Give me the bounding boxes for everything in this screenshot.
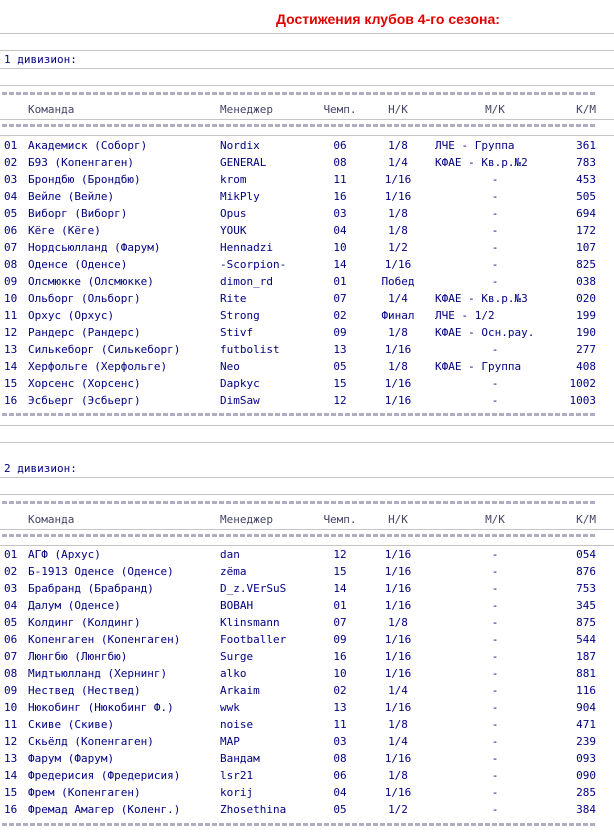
table-row bbox=[0, 171, 614, 188]
team-name: Ольборг (Ольборг) bbox=[28, 292, 141, 305]
row-number: 11 bbox=[4, 309, 18, 322]
row-number: 01 bbox=[4, 548, 18, 561]
table-row bbox=[0, 307, 614, 324]
mk-result: - bbox=[491, 258, 499, 271]
km-value: 172 bbox=[576, 224, 596, 237]
manager-name: Hennadzi bbox=[220, 241, 273, 254]
mk-result: - bbox=[491, 394, 499, 407]
team-name: Далум (Оденсе) bbox=[28, 599, 121, 612]
champ-place: 09 bbox=[333, 326, 347, 339]
champ-place: 01 bbox=[333, 599, 347, 612]
mk-result: КФАЕ - Кв.р.№2 bbox=[435, 156, 528, 169]
table-row bbox=[0, 682, 614, 699]
mk-result: КФАЕ - Осн.рау. bbox=[435, 326, 535, 339]
km-value: 1002 bbox=[569, 377, 596, 390]
dashed-rule bbox=[2, 124, 596, 127]
dashed-rule bbox=[2, 501, 596, 504]
nk-result: 1/16 bbox=[384, 633, 412, 646]
table-row bbox=[0, 801, 614, 818]
manager-name: GENERAL bbox=[220, 156, 267, 169]
header-mk: М/К bbox=[485, 103, 505, 116]
page-title: Достижения клубов 4-го сезона: bbox=[276, 11, 500, 27]
nk-result: 1/16 bbox=[384, 786, 412, 799]
dashed-rule bbox=[2, 823, 596, 826]
km-value: 090 bbox=[576, 769, 596, 782]
km-value: 285 bbox=[576, 786, 596, 799]
mk-result: - bbox=[491, 684, 499, 697]
row-number: 05 bbox=[4, 616, 18, 629]
table-row bbox=[0, 563, 614, 580]
champ-place: 04 bbox=[333, 786, 347, 799]
mk-result: - bbox=[491, 190, 499, 203]
manager-name: -Scorpion- bbox=[220, 258, 287, 271]
mk-result: - bbox=[491, 599, 499, 612]
team-name: Брабранд (Брабранд) bbox=[28, 582, 154, 595]
nk-result: Побед bbox=[381, 275, 415, 288]
champ-place: 14 bbox=[333, 582, 347, 595]
header-km: К/М bbox=[576, 513, 596, 526]
nk-result: 1/8 bbox=[388, 769, 408, 782]
km-value: 453 bbox=[576, 173, 596, 186]
km-value: 825 bbox=[576, 258, 596, 271]
divider bbox=[0, 33, 614, 34]
dashed-rule bbox=[2, 534, 596, 537]
manager-name: dimon_rd bbox=[220, 275, 273, 288]
champ-place: 07 bbox=[333, 616, 347, 629]
table-row bbox=[0, 614, 614, 631]
team-name: Орхус (Орхус) bbox=[28, 309, 115, 322]
table-row bbox=[0, 290, 614, 307]
row-number: 09 bbox=[4, 684, 18, 697]
manager-name: ВОВАН bbox=[220, 599, 254, 612]
row-number: 16 bbox=[4, 394, 18, 407]
team-name: Фарум (Фарум) bbox=[28, 752, 115, 765]
team-name: Мидтьюлланд (Хернинг) bbox=[28, 667, 168, 680]
divider bbox=[0, 477, 614, 478]
mk-result: - bbox=[491, 718, 499, 731]
km-value: 107 bbox=[576, 241, 596, 254]
mk-result: ЛЧЕ - Группа bbox=[435, 139, 515, 152]
mk-result: - bbox=[491, 650, 499, 663]
divider bbox=[0, 494, 614, 495]
km-value: 199 bbox=[576, 309, 596, 322]
nk-result: 1/4 bbox=[388, 684, 408, 697]
mk-result: - bbox=[491, 377, 499, 390]
manager-name: DimSaw bbox=[220, 394, 260, 407]
km-value: 471 bbox=[576, 718, 596, 731]
manager-name: Zhosethina bbox=[220, 803, 287, 816]
champ-place: 13 bbox=[333, 701, 347, 714]
nk-result: 1/16 bbox=[384, 343, 412, 356]
manager-name: Arkaim bbox=[220, 684, 260, 697]
table-row bbox=[0, 750, 614, 767]
divider bbox=[0, 135, 614, 136]
header-champ: Чемп. bbox=[323, 513, 357, 526]
team-name: Фредерисия (Фредерисия) bbox=[28, 769, 181, 782]
manager-name: zёma bbox=[220, 565, 247, 578]
table-row bbox=[0, 188, 614, 205]
mk-result: - bbox=[491, 735, 499, 748]
manager-name: D_z.VErSuS bbox=[220, 582, 287, 595]
manager-name: MAP bbox=[220, 735, 240, 748]
nk-result: 1/4 bbox=[388, 292, 408, 305]
mk-result: - bbox=[491, 701, 499, 714]
manager-name: Dapkyc bbox=[220, 377, 260, 390]
table-row bbox=[0, 154, 614, 171]
table-row bbox=[0, 733, 614, 750]
mk-result: КФАЕ - Кв.р.№3 bbox=[435, 292, 528, 305]
km-value: 020 bbox=[576, 292, 596, 305]
nk-result: 1/2 bbox=[388, 803, 408, 816]
champ-place: 11 bbox=[333, 718, 347, 731]
row-number: 09 bbox=[4, 275, 18, 288]
mk-result: - bbox=[491, 241, 499, 254]
team-name: Скиве (Скиве) bbox=[28, 718, 115, 731]
nk-result: 1/16 bbox=[384, 258, 412, 271]
header-team: Команда bbox=[28, 103, 75, 116]
row-number: 14 bbox=[4, 360, 18, 373]
manager-name: wwk bbox=[220, 701, 240, 714]
champ-place: 04 bbox=[333, 224, 347, 237]
team-name: АГФ (Архус) bbox=[28, 548, 101, 561]
km-value: 408 bbox=[576, 360, 596, 373]
mk-result: - bbox=[491, 786, 499, 799]
team-name: Херфольге (Херфольге) bbox=[28, 360, 168, 373]
table-row bbox=[0, 580, 614, 597]
divider bbox=[0, 50, 614, 51]
divider bbox=[0, 442, 614, 443]
team-name: Брондбю (Брондбю) bbox=[28, 173, 141, 186]
dashed-rule bbox=[2, 92, 596, 95]
table-row bbox=[0, 273, 614, 290]
row-number: 13 bbox=[4, 343, 18, 356]
manager-name: Strong bbox=[220, 309, 260, 322]
nk-result: 1/8 bbox=[388, 139, 408, 152]
nk-result: 1/16 bbox=[384, 701, 412, 714]
team-name: Нюкобинг (Нюкобинг Ф.) bbox=[28, 701, 174, 714]
team-name: Кёге (Кёге) bbox=[28, 224, 101, 237]
table-row bbox=[0, 375, 614, 392]
nk-result: 1/8 bbox=[388, 718, 408, 731]
team-name: Эсбьерг (Эсбьерг) bbox=[28, 394, 141, 407]
row-number: 16 bbox=[4, 803, 18, 816]
header-km: К/М bbox=[576, 103, 596, 116]
team-name: Виборг (Виборг) bbox=[28, 207, 128, 220]
table-row bbox=[0, 631, 614, 648]
champ-place: 05 bbox=[333, 803, 347, 816]
nk-result: 1/8 bbox=[388, 207, 408, 220]
km-value: 694 bbox=[576, 207, 596, 220]
nk-result: Финал bbox=[381, 309, 415, 322]
table-header bbox=[0, 101, 614, 118]
km-value: 277 bbox=[576, 343, 596, 356]
nk-result: 1/16 bbox=[384, 667, 412, 680]
team-name: Фрем (Копенгаген) bbox=[28, 786, 141, 799]
manager-name: Stivf bbox=[220, 326, 254, 339]
champ-place: 16 bbox=[333, 190, 347, 203]
nk-result: 1/16 bbox=[384, 582, 412, 595]
km-value: 038 bbox=[576, 275, 596, 288]
table-row bbox=[0, 239, 614, 256]
manager-name: Rite bbox=[220, 292, 247, 305]
champ-place: 03 bbox=[333, 735, 347, 748]
champ-place: 16 bbox=[333, 650, 347, 663]
table-row bbox=[0, 597, 614, 614]
row-number: 04 bbox=[4, 190, 18, 203]
row-number: 11 bbox=[4, 718, 18, 731]
table-row bbox=[0, 767, 614, 784]
km-value: 384 bbox=[576, 803, 596, 816]
champ-place: 07 bbox=[333, 292, 347, 305]
team-name: Вейле (Вейле) bbox=[28, 190, 115, 203]
champ-place: 05 bbox=[333, 360, 347, 373]
nk-result: 1/16 bbox=[384, 599, 412, 612]
manager-name: MikPly bbox=[220, 190, 260, 203]
nk-result: 1/4 bbox=[388, 156, 408, 169]
mk-result: - bbox=[491, 207, 499, 220]
manager-name: futbolist bbox=[220, 343, 280, 356]
team-name: Люнгбю (Люнгбю) bbox=[28, 650, 128, 663]
table-row bbox=[0, 716, 614, 733]
team-name: Нордсьюлланд (Фарум) bbox=[28, 241, 161, 254]
row-number: 10 bbox=[4, 292, 18, 305]
mk-result: - bbox=[491, 548, 499, 561]
table-row bbox=[0, 648, 614, 665]
champ-place: 13 bbox=[333, 343, 347, 356]
mk-result: - bbox=[491, 565, 499, 578]
header-champ: Чемп. bbox=[323, 103, 357, 116]
champ-place: 08 bbox=[333, 752, 347, 765]
manager-name: korij bbox=[220, 786, 254, 799]
nk-result: 1/16 bbox=[384, 650, 412, 663]
km-value: 505 bbox=[576, 190, 596, 203]
row-number: 08 bbox=[4, 667, 18, 680]
team-name: Оденсе (Оденсе) bbox=[28, 258, 128, 271]
header-team: Команда bbox=[28, 513, 75, 526]
mk-result: - bbox=[491, 173, 499, 186]
km-value: 239 bbox=[576, 735, 596, 748]
header-nk: Н/К bbox=[388, 513, 408, 526]
divider bbox=[0, 529, 614, 530]
km-value: 345 bbox=[576, 599, 596, 612]
row-number: 15 bbox=[4, 377, 18, 390]
table-row bbox=[0, 205, 614, 222]
mk-result: - bbox=[491, 769, 499, 782]
table-row bbox=[0, 546, 614, 563]
division-2-label: 2 дивизион: bbox=[4, 462, 77, 475]
row-number: 12 bbox=[4, 735, 18, 748]
mk-result: - bbox=[491, 803, 499, 816]
manager-name: dan bbox=[220, 548, 240, 561]
team-name: Скьёлд (Копенгаген) bbox=[28, 735, 154, 748]
row-number: 13 bbox=[4, 752, 18, 765]
km-value: 904 bbox=[576, 701, 596, 714]
mk-result: - bbox=[491, 633, 499, 646]
champ-place: 10 bbox=[333, 667, 347, 680]
team-name: Копенгаген (Копенгаген) bbox=[28, 633, 181, 646]
mk-result: ЛЧЕ - 1/2 bbox=[435, 309, 495, 322]
row-number: 07 bbox=[4, 241, 18, 254]
team-name: Рандерс (Рандерс) bbox=[28, 326, 141, 339]
mk-result: - bbox=[491, 224, 499, 237]
km-value: 875 bbox=[576, 616, 596, 629]
mk-result: - bbox=[491, 275, 499, 288]
champ-place: 03 bbox=[333, 207, 347, 220]
manager-name: Nordix bbox=[220, 139, 260, 152]
champ-place: 12 bbox=[333, 394, 347, 407]
manager-name: noise bbox=[220, 718, 254, 731]
nk-result: 1/16 bbox=[384, 565, 412, 578]
row-number: 02 bbox=[4, 156, 18, 169]
divider bbox=[0, 68, 614, 69]
champ-place: 02 bbox=[333, 684, 347, 697]
km-value: 093 bbox=[576, 752, 596, 765]
row-number: 03 bbox=[4, 173, 18, 186]
champ-place: 02 bbox=[333, 309, 347, 322]
km-value: 876 bbox=[576, 565, 596, 578]
mk-result: - bbox=[491, 582, 499, 595]
nk-result: 1/16 bbox=[384, 752, 412, 765]
table-row bbox=[0, 324, 614, 341]
km-value: 187 bbox=[576, 650, 596, 663]
champ-place: 12 bbox=[333, 548, 347, 561]
mk-result: КФАЕ - Группа bbox=[435, 360, 522, 373]
nk-result: 1/2 bbox=[388, 241, 408, 254]
team-name: Олсмюкке (Олсмюкке) bbox=[28, 275, 154, 288]
table-row bbox=[0, 784, 614, 801]
row-number: 06 bbox=[4, 224, 18, 237]
division-1-label: 1 дивизион: bbox=[4, 53, 77, 66]
row-number: 06 bbox=[4, 633, 18, 646]
team-name: Б-1913 Оденсе (Оденсе) bbox=[28, 565, 174, 578]
nk-result: 1/16 bbox=[384, 377, 412, 390]
nk-result: 1/16 bbox=[384, 548, 412, 561]
row-number: 15 bbox=[4, 786, 18, 799]
team-name: Силькеборг (Силькеборг) bbox=[28, 343, 181, 356]
team-name: Хорсенс (Хорсенс) bbox=[28, 377, 141, 390]
km-value: 544 bbox=[576, 633, 596, 646]
manager-name: Opus bbox=[220, 207, 247, 220]
header-mk: М/К bbox=[485, 513, 505, 526]
dashed-rule bbox=[2, 413, 596, 416]
champ-place: 14 bbox=[333, 258, 347, 271]
manager-name: YOUK bbox=[220, 224, 247, 237]
km-value: 190 bbox=[576, 326, 596, 339]
mk-result: - bbox=[491, 343, 499, 356]
champ-place: 08 bbox=[333, 156, 347, 169]
team-name: Колдинг (Колдинг) bbox=[28, 616, 141, 629]
row-number: 12 bbox=[4, 326, 18, 339]
champ-place: 09 bbox=[333, 633, 347, 646]
row-number: 14 bbox=[4, 769, 18, 782]
km-value: 1003 bbox=[569, 394, 596, 407]
manager-name: Footballer bbox=[220, 633, 287, 646]
km-value: 054 bbox=[576, 548, 596, 561]
km-value: 881 bbox=[576, 667, 596, 680]
champ-place: 06 bbox=[333, 769, 347, 782]
row-number: 03 bbox=[4, 582, 18, 595]
row-number: 01 bbox=[4, 139, 18, 152]
table-row bbox=[0, 392, 614, 409]
table-row bbox=[0, 222, 614, 239]
team-name: Фремад Амагер (Коленг.) bbox=[28, 803, 181, 816]
team-name: Нествед (Нествед) bbox=[28, 684, 141, 697]
row-number: 04 bbox=[4, 599, 18, 612]
mk-result: - bbox=[491, 616, 499, 629]
manager-name: krom bbox=[220, 173, 247, 186]
nk-result: 1/8 bbox=[388, 616, 408, 629]
header-manager: Менеджер bbox=[220, 513, 273, 526]
team-name: Б93 (Копенгаген) bbox=[28, 156, 134, 169]
km-value: 783 bbox=[576, 156, 596, 169]
divider bbox=[0, 425, 614, 426]
table-row bbox=[0, 137, 614, 154]
manager-name: Klinsmann bbox=[220, 616, 280, 629]
row-number: 10 bbox=[4, 701, 18, 714]
manager-name: Surge bbox=[220, 650, 254, 663]
divider bbox=[0, 119, 614, 120]
mk-result: - bbox=[491, 667, 499, 680]
nk-result: 1/16 bbox=[384, 190, 412, 203]
manager-name: Вандам bbox=[220, 752, 260, 765]
row-number: 02 bbox=[4, 565, 18, 578]
km-value: 361 bbox=[576, 139, 596, 152]
km-value: 116 bbox=[576, 684, 596, 697]
table-row bbox=[0, 341, 614, 358]
nk-result: 1/4 bbox=[388, 735, 408, 748]
mk-result: - bbox=[491, 752, 499, 765]
champ-place: 06 bbox=[333, 139, 347, 152]
row-number: 05 bbox=[4, 207, 18, 220]
nk-result: 1/8 bbox=[388, 326, 408, 339]
table-row bbox=[0, 358, 614, 375]
nk-result: 1/16 bbox=[384, 173, 412, 186]
table-row bbox=[0, 665, 614, 682]
nk-result: 1/16 bbox=[384, 394, 412, 407]
champ-place: 11 bbox=[333, 173, 347, 186]
km-value: 753 bbox=[576, 582, 596, 595]
manager-name: Neo bbox=[220, 360, 240, 373]
manager-name: alko bbox=[220, 667, 247, 680]
header-manager: Менеджер bbox=[220, 103, 273, 116]
nk-result: 1/8 bbox=[388, 224, 408, 237]
champ-place: 01 bbox=[333, 275, 347, 288]
team-name: Академиск (Соборг) bbox=[28, 139, 148, 152]
table-row bbox=[0, 699, 614, 716]
champ-place: 15 bbox=[333, 377, 347, 390]
row-number: 07 bbox=[4, 650, 18, 663]
row-number: 08 bbox=[4, 258, 18, 271]
champ-place: 15 bbox=[333, 565, 347, 578]
divider bbox=[0, 85, 614, 86]
nk-result: 1/8 bbox=[388, 360, 408, 373]
manager-name: lsr21 bbox=[220, 769, 254, 782]
table-row bbox=[0, 256, 614, 273]
champ-place: 10 bbox=[333, 241, 347, 254]
table-header bbox=[0, 511, 614, 528]
header-nk: Н/К bbox=[388, 103, 408, 116]
